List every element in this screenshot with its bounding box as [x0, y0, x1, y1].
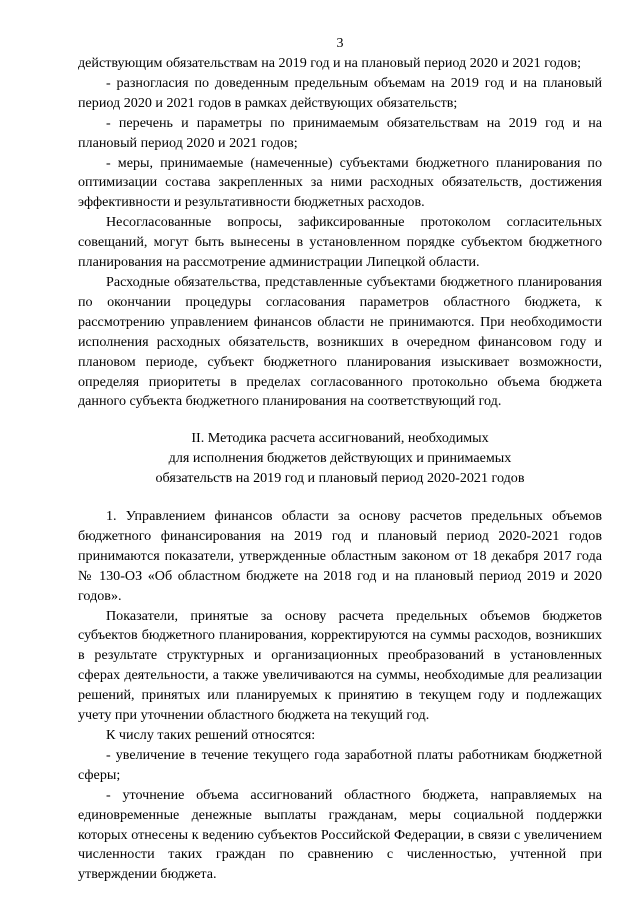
- page-number: 3: [336, 36, 344, 51]
- list-item-measures: - меры, принимаемые (намеченные) субъектами бюджетного планирования по оптимизации состава закрепленных за ними расходных обязательств, достижения эффективности и результативности бюджетных расходов.: [78, 154, 602, 211]
- section-heading-line-1: II. Методика расчета ассигнований, необходимых: [191, 430, 489, 447]
- section-heading-line-2: для исполнения бюджетов действующих и принимаемых: [168, 450, 512, 467]
- section-heading-line-3: обязательств на 2019 год и плановый период 2020-2021 годов: [155, 470, 525, 487]
- list-item-parameters: - перечень и параметры по принимаемым обязательствам на 2019 год и на плановый период 2020 и 2021 годов;: [78, 114, 602, 151]
- paragraph-point-1: 1. Управлением финансов области за основу расчетов предельных объемов бюджетного финансирования на 2019 год и плановый период 2020-2021 годов принимаются показатели, утвержденные областным законом от 18 декабря 2017 года № 130-ОЗ «Об областном бюджете на 2018 год и на плановый период 2019 и 2020 годов».: [78, 508, 602, 604]
- paragraph-continuation: действующим обязательствам на 2019 год и на плановый период 2020 и 2021 годов;: [78, 55, 582, 71]
- paragraph-unresolved-issues: Несогласованные вопросы, зафиксированные протоколом согласительных совещаний, могут быть вынесены в установленном порядке субъектом бюджетного планирования на рассмотрение администрации Липецкой области.: [78, 214, 602, 271]
- list-item-disagreements: - разногласия по доведенным предельным объемам на 2019 год и на плановый период 2020 и 2021 годов в рамках действующих обязательств;: [78, 74, 602, 111]
- list-item-allocation-adjustment: - уточнение объема ассигнований областного бюджета, направляемых на единовременные денежные выплаты гражданам, меры социальной поддержки которых отнесены к ведению субъектов Российской Федерации, в связи с увеличением численности таких граждан по сравнению с численностью, учтенной при утверждении бюджета.: [78, 786, 602, 883]
- paragraph-indicators: Показатели, принятые за основу расчета предельных объемов бюджетов субъектов бюджетного планирования, корректируются на суммы расходов, возникших в результате структурных и организационных преобразований в установленных сферах деятельности, а также увеличиваются на суммы, необходимые для реализации решений, принятых или планируемых к принятию в текущем году и подлежащих учету при уточнении областного бюджета на текущий год.: [78, 607, 602, 724]
- paragraph-decisions-intro: К числу таких решений относятся:: [106, 727, 316, 743]
- list-item-salary-increase: - увеличение в течение текущего года заработной платы работникам бюджетной сферы;: [78, 746, 602, 783]
- paragraph-expenditure-obligations: Расходные обязательства, представленные субъектами бюджетного планирования по окончании процедуры согласования параметров областного бюджета, к рассмотрению управлением финансов области не принимаются. При необходимости исполнения расходных обязательств, возникших в очередном финансовом году и плановом периоде, субъект бюджетного планирования изыскивает возможности, определяя приоритеты в пределах согласованного протокольно объема бюджета данного субъекта бюджетного планирования на соответствующий год.: [78, 273, 602, 410]
- section-heading: [78, 429, 602, 489]
